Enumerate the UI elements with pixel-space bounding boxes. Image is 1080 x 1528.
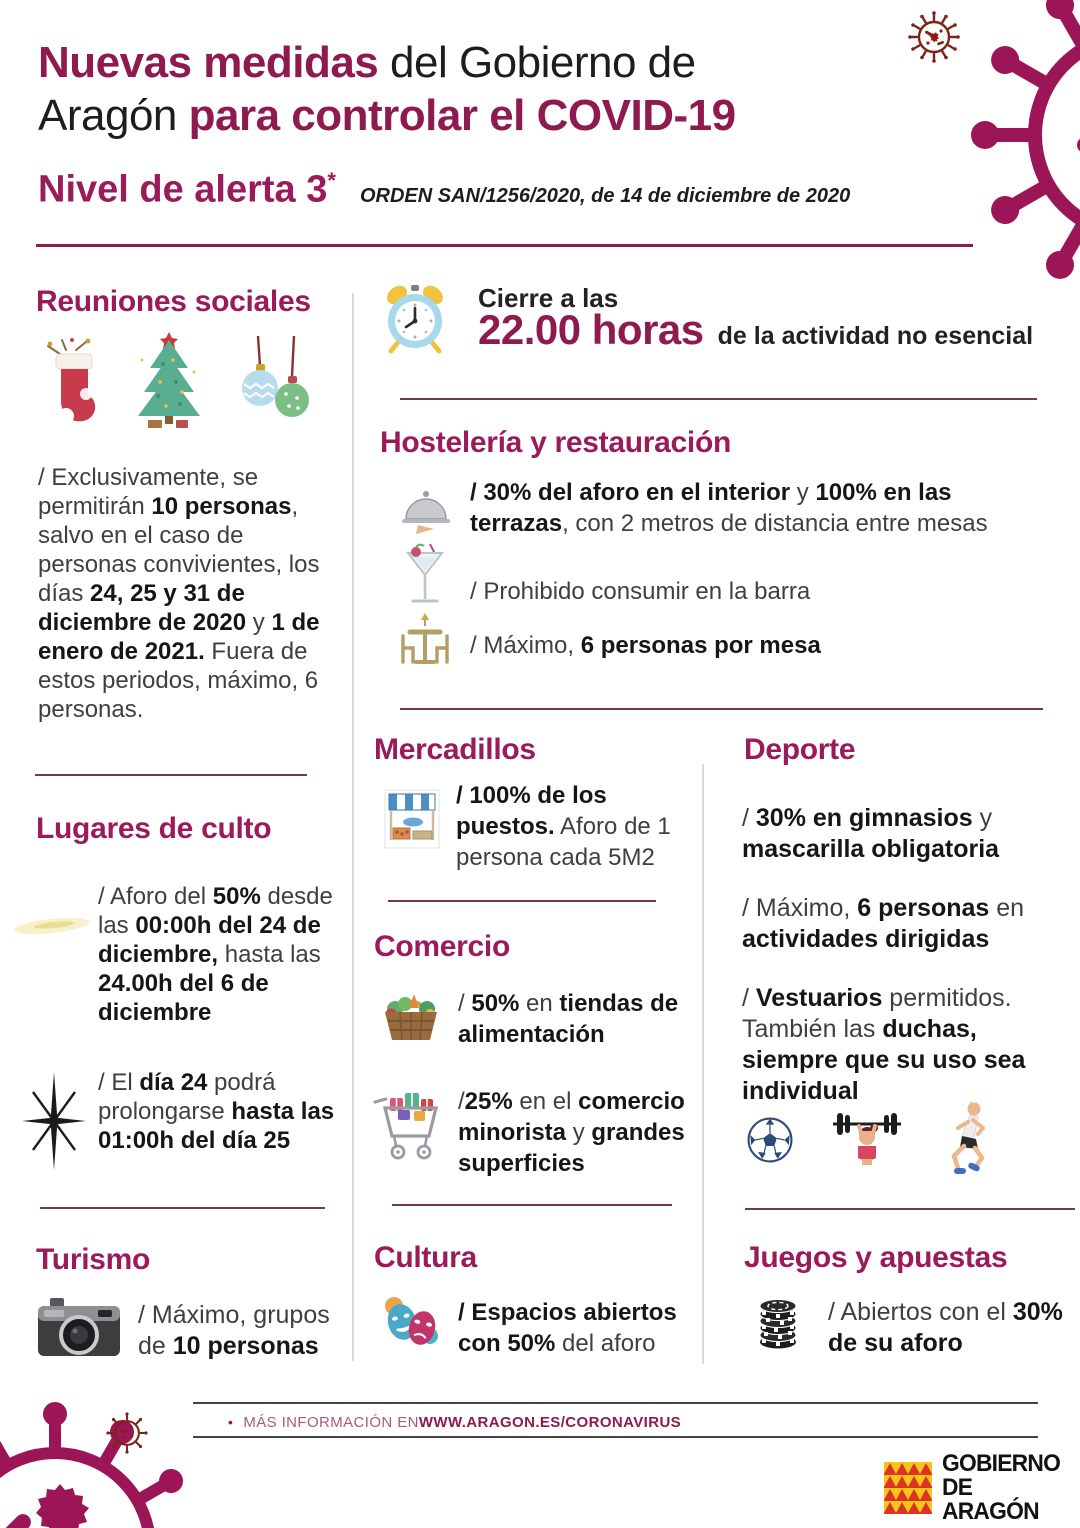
heading-juegos: Juegos y apuestas bbox=[744, 1241, 1008, 1274]
heading-turismo: Turismo bbox=[36, 1243, 151, 1276]
text-run: del aforo bbox=[555, 1330, 656, 1357]
christmas-star-icon bbox=[20, 1072, 88, 1170]
text-run: hasta las 01:00h del día 25 bbox=[98, 1098, 335, 1154]
grocery-basket-icon bbox=[378, 982, 444, 1046]
virus-illustration-large bbox=[945, 0, 1080, 325]
closure-scope: de la actividad no esencial bbox=[717, 322, 1034, 350]
text-run: / Aforo del bbox=[98, 883, 213, 910]
text-run: desde las bbox=[98, 883, 333, 939]
heading-lugares: Lugares de culto bbox=[36, 812, 272, 845]
text-run: Aforo de 1 persona cada 5M2 bbox=[456, 813, 671, 871]
text-run: hasta las bbox=[218, 941, 321, 968]
text-run: / 30% del aforo en el interior bbox=[470, 479, 791, 506]
closure-row bbox=[478, 306, 1033, 354]
deporte-text-2 bbox=[742, 893, 1054, 955]
text-run: 6 personas por mesa bbox=[580, 632, 821, 659]
text-run: Vestuarios bbox=[755, 984, 883, 1012]
heading-hosteleria: Hostelería y restauración bbox=[380, 426, 731, 459]
christmas-icons-row bbox=[42, 330, 314, 430]
logo-text bbox=[942, 1452, 1073, 1524]
theater-masks-icon bbox=[378, 1292, 444, 1354]
cocktail-icon bbox=[404, 543, 446, 611]
text-run: y bbox=[246, 609, 272, 636]
title-black-1: del Gobierno de bbox=[378, 38, 696, 87]
text-run: / Prohibido consumir en la barra bbox=[470, 578, 811, 605]
divider-left-column bbox=[352, 293, 354, 1361]
lugares-text-1 bbox=[98, 882, 346, 1027]
text-run: duchas, siempre que su uso sea individual bbox=[742, 1015, 1026, 1105]
text-run: / bbox=[458, 1088, 465, 1115]
text-run: 50% bbox=[212, 883, 261, 910]
title-accent-1: Nuevas medidas bbox=[38, 38, 379, 87]
gobierno-aragon-logo bbox=[884, 1452, 1080, 1524]
text-run: , salvo en el caso de personas convivientes, los días bbox=[38, 493, 320, 607]
text-run: , con 2 metros de distancia entre mesas bbox=[562, 510, 988, 537]
text-run: 6 personas bbox=[857, 894, 990, 922]
text-run: / El bbox=[98, 1069, 140, 1096]
separator-comercio bbox=[392, 1204, 672, 1206]
text-run: 00:00h del 24 de diciembre, bbox=[98, 912, 321, 968]
footer-rule-top bbox=[193, 1402, 1038, 1404]
footer-info-url: WWW.ARAGON.ES/CORONAVIRUS bbox=[418, 1413, 682, 1431]
text-run: comercio minorista bbox=[458, 1088, 685, 1146]
footer-info-text: MÁS INFORMACIÓN EN bbox=[243, 1413, 419, 1431]
footer-rule-bottom bbox=[193, 1436, 1038, 1438]
text-run: grandes superficies bbox=[458, 1119, 685, 1177]
heading-mercadillos: Mercadillos bbox=[374, 733, 536, 766]
alert-asterisk: * bbox=[327, 168, 336, 193]
text-run: 30% de su aforo bbox=[828, 1298, 1063, 1357]
alarm-clock-icon bbox=[383, 279, 447, 355]
deporte-text-3 bbox=[742, 983, 1070, 1107]
serving-cloche-icon bbox=[400, 487, 452, 535]
text-run: mascarilla obligatoria bbox=[742, 835, 1000, 863]
weightlifting-icon bbox=[828, 1104, 906, 1174]
text-run: en bbox=[519, 990, 560, 1017]
order-reference: ORDEN SAN/1256/2020, de 14 de diciembre de 2020 bbox=[359, 184, 851, 207]
heading-reuniones: Reuniones sociales bbox=[36, 285, 311, 318]
deporte-text-1 bbox=[742, 803, 1054, 865]
christmas-tree-icon bbox=[130, 330, 208, 430]
cultura-text bbox=[458, 1297, 698, 1359]
lugares-text-2 bbox=[98, 1068, 346, 1155]
comercio-text-2 bbox=[458, 1086, 708, 1179]
turismo-text bbox=[138, 1300, 353, 1362]
hosteleria-text-2 bbox=[470, 576, 1030, 607]
text-run: 25% bbox=[464, 1088, 513, 1115]
text-run: en el bbox=[512, 1088, 579, 1115]
text-run: día 24 bbox=[139, 1069, 208, 1096]
soccer-ball-icon bbox=[746, 1116, 794, 1164]
closure-intro: Cierre a las bbox=[478, 283, 619, 313]
text-run: 100% en las terrazas bbox=[470, 479, 952, 537]
text-run: / bbox=[742, 984, 756, 1012]
table-chairs-icon bbox=[396, 610, 454, 672]
camera-icon bbox=[36, 1294, 122, 1360]
text-run: / bbox=[458, 990, 472, 1017]
hosteleria-text-1 bbox=[470, 477, 1048, 539]
text-run: 1 de enero de 2021. bbox=[38, 609, 320, 665]
separator-lugares bbox=[40, 1207, 325, 1209]
logo-line-2: DE ARAGÓN bbox=[942, 1474, 1039, 1525]
alert-level: Nivel de alerta 3* bbox=[38, 168, 336, 211]
text-run: / Máximo, grupos de bbox=[138, 1301, 330, 1360]
text-run: y bbox=[790, 479, 816, 506]
divider-right-column bbox=[702, 764, 704, 1364]
separator-mercadillos bbox=[388, 900, 656, 902]
juegos-text bbox=[828, 1297, 1078, 1359]
separator-hosteleria bbox=[400, 708, 1043, 710]
christmas-stocking-icon bbox=[42, 336, 104, 430]
text-run: en bbox=[989, 894, 1025, 922]
mercadillos-text bbox=[456, 780, 684, 873]
virus-icon-small-bottom bbox=[104, 1410, 150, 1456]
text-run: / Abiertos con el bbox=[828, 1298, 1013, 1326]
heading-deporte: Deporte bbox=[744, 733, 856, 766]
heading-cultura: Cultura bbox=[374, 1241, 477, 1274]
aragon-flag-icon bbox=[884, 1462, 932, 1514]
text-run: actividades dirigidas bbox=[742, 925, 990, 953]
comercio-text-1 bbox=[458, 988, 703, 1050]
text-run: / Máximo, bbox=[742, 894, 858, 922]
poker-chips-icon bbox=[752, 1290, 804, 1352]
text-run: / Exclusivamente, se permitirán bbox=[38, 464, 259, 520]
title-accent-2: para controlar el COVID-19 bbox=[188, 91, 736, 140]
text-run: 24.00h del 6 de diciembre bbox=[98, 970, 269, 1026]
shopping-cart-icon bbox=[372, 1086, 444, 1164]
text-run: podrá prolongarse bbox=[98, 1069, 276, 1125]
separator-closure bbox=[400, 398, 1037, 400]
text-run: tiendas de alimentación bbox=[458, 990, 679, 1048]
virus-illustration-bottom bbox=[0, 1398, 205, 1528]
separator-deporte bbox=[745, 1208, 1075, 1210]
text-run: 10 personas bbox=[151, 493, 292, 520]
title-black-2: Aragón bbox=[38, 91, 189, 140]
page-title bbox=[38, 36, 898, 142]
reuniones-text bbox=[38, 463, 334, 724]
text-run: 10 personas bbox=[172, 1332, 319, 1360]
footer-bullet: • bbox=[228, 1414, 234, 1430]
text-run: / 100% de los puestos. bbox=[456, 782, 607, 840]
header-rule bbox=[36, 244, 973, 247]
text-run: / Espacios abiertos con 50% bbox=[458, 1299, 677, 1357]
text-run: permitidos. También las bbox=[742, 984, 1012, 1043]
hosteleria-text-3 bbox=[470, 630, 1030, 661]
text-run: / bbox=[742, 804, 756, 832]
logo-line-1: GOBIERNO bbox=[942, 1450, 1061, 1477]
alert-level-row bbox=[38, 168, 850, 212]
text-run: 50% bbox=[471, 990, 520, 1017]
text-run: 24, 25 y 31 de diciembre de 2020 bbox=[38, 580, 247, 636]
text-run: / Máximo, bbox=[470, 632, 581, 659]
text-run: Fuera de estos periodos, máximo, 6 personas. bbox=[38, 638, 319, 723]
footer-info bbox=[228, 1410, 681, 1434]
running-icon bbox=[940, 1098, 994, 1180]
market-stall-icon bbox=[383, 788, 441, 850]
text-run: y bbox=[566, 1119, 592, 1146]
text-run: 30% en gimnasios bbox=[755, 804, 973, 832]
candle-glow-icon bbox=[10, 900, 94, 952]
text-run: y bbox=[972, 804, 993, 832]
ornaments-icon bbox=[234, 336, 314, 430]
closure-time: 22.00 horas bbox=[478, 306, 704, 353]
heading-comercio: Comercio bbox=[374, 930, 510, 963]
virus-icon-small-top bbox=[905, 8, 963, 66]
separator-reuniones bbox=[35, 774, 307, 776]
